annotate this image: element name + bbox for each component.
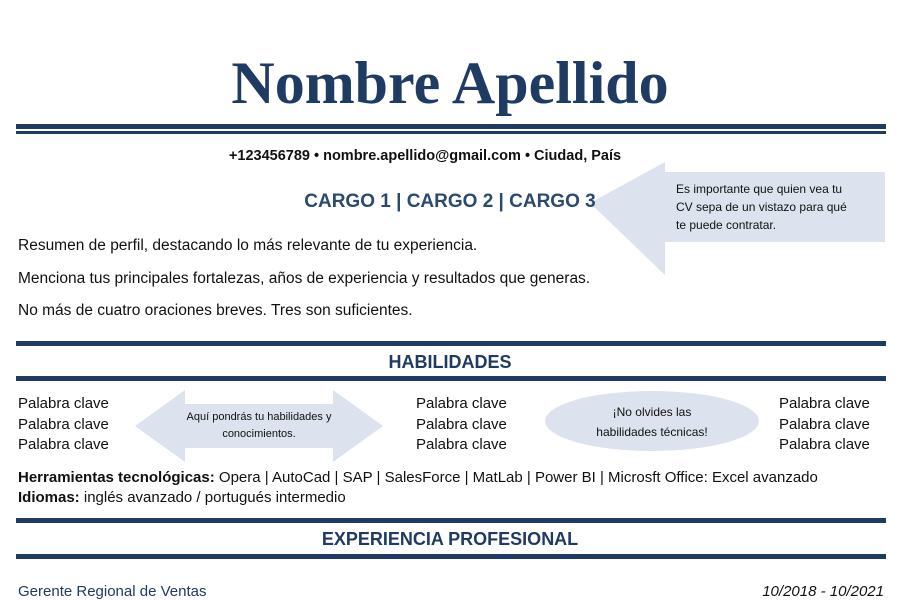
keyword: Palabra clave [18,415,109,433]
header-rule-thick [16,124,886,129]
job-dates: 10/2018 - 10/2021 [762,583,884,600]
skills-heading: HABILIDADES [388,352,512,372]
tech-tip-line: ¡No olvides las [612,405,692,419]
skills-column-2 [416,394,507,456]
experience-heading: EXPERIENCIA PROFESIONAL [321,529,579,549]
job-roles: CARGO 1 | CARGO 2 | CARGO 3 [304,191,596,212]
keyword: Palabra clave [416,395,507,412]
section-rule [16,554,886,559]
keyword: Palabra clave [18,436,109,453]
skills-tip-line: conocimientos. [222,428,296,440]
contact-info: +123456789 • nombre.apellido@gmail.com • Ciudad, País [228,148,622,164]
keyword: Palabra clave [18,395,109,412]
candidate-name: Nombre Apellido [231,50,669,116]
languages-label: Idiomas: [18,489,80,506]
languages-line [18,489,346,506]
tools-label: Herramientas tecnológicas: [18,469,215,486]
skills-tip [159,409,359,443]
role-tip-line: Es importante que quien vea tu [676,182,843,196]
role-tip-line: CV sepa de un vistazo para qué [676,200,847,214]
keyword: Palabra clave [779,436,870,453]
languages-value: inglés avanzado / portugués intermedio [79,489,346,506]
tech-tip [552,402,752,442]
section-rule [16,518,886,523]
keyword: Palabra clave [416,415,507,433]
header-rule-thin [16,131,886,134]
tools-value: Opera | AutoCad | SAP | SalesForce | MatLab | Power BI | Microsft Office: Excel avanzado [214,469,818,486]
skills-column-3 [779,394,870,456]
role-tip [676,180,847,234]
tools-line [18,469,818,486]
role-tip-line: te puede contratar. [676,218,777,232]
tech-tip-line: habilidades técnicas! [596,425,708,439]
summary-line: Resumen de perfil, destacando lo más relevante de tu experiencia. [18,237,478,254]
summary-line: Menciona tus principales fortalezas, años de experiencia y resultados que generas. [18,270,591,287]
section-rule [16,341,886,346]
skills-tip-line: Aquí pondrás tu habilidades y [186,411,332,423]
summary-line: No más de cuatro oraciones breves. Tres son suficientes. [18,302,413,319]
job-title: Gerente Regional de Ventas [18,583,207,600]
keyword: Palabra clave [416,436,507,453]
section-rule [16,376,886,381]
keyword: Palabra clave [779,395,870,412]
keyword: Palabra clave [779,415,870,433]
skills-column-1 [18,394,109,456]
